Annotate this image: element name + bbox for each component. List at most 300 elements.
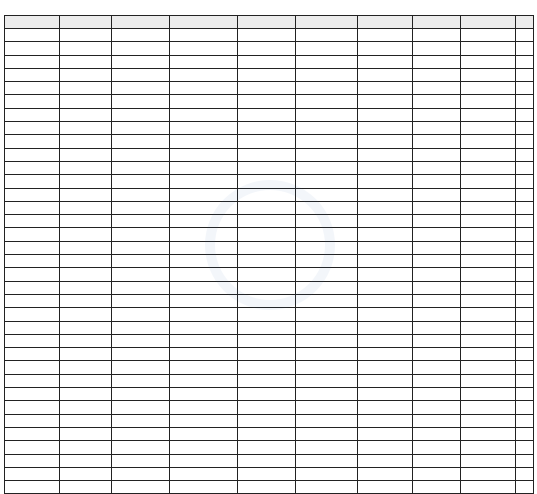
table-cell [461, 108, 516, 121]
table-cell [238, 348, 296, 361]
table-cell [516, 108, 534, 121]
table-cell [358, 68, 413, 81]
table-cell [516, 348, 534, 361]
table-cell [296, 441, 358, 454]
table-cell [60, 334, 112, 347]
table-cell [516, 361, 534, 374]
table-cell [516, 334, 534, 347]
table-cell [413, 161, 461, 174]
table-cell [296, 68, 358, 81]
table-cell [60, 454, 112, 467]
table-cell [112, 215, 170, 228]
table-row [5, 188, 534, 201]
table-cell [461, 348, 516, 361]
table-cell [60, 361, 112, 374]
table-cell [112, 241, 170, 254]
table-cell [461, 467, 516, 480]
table-cell [296, 374, 358, 387]
table-cell [112, 42, 170, 55]
table-cell [170, 68, 238, 81]
table-cell [170, 241, 238, 254]
table-cell [461, 188, 516, 201]
table-row [5, 42, 534, 55]
table-cell [358, 148, 413, 161]
table-cell [358, 481, 413, 494]
table-cell [238, 175, 296, 188]
table-cell [112, 441, 170, 454]
column-header [5, 16, 60, 29]
table-cell [413, 268, 461, 281]
table-cell [461, 388, 516, 401]
table-cell [296, 228, 358, 241]
column-header [413, 16, 461, 29]
table-cell [296, 175, 358, 188]
table-cell [296, 201, 358, 214]
column-header [60, 16, 112, 29]
table-cell [461, 294, 516, 307]
table-cell [296, 55, 358, 68]
table-cell [60, 201, 112, 214]
table-cell [461, 95, 516, 108]
table-cell [238, 122, 296, 135]
table-cell [461, 414, 516, 427]
table-cell [5, 321, 60, 334]
document-title [4, 3, 533, 15]
table-cell [170, 135, 238, 148]
table-cell [60, 348, 112, 361]
column-header [238, 16, 296, 29]
table-cell [516, 427, 534, 440]
table-cell [112, 108, 170, 121]
table-cell [296, 148, 358, 161]
table-cell [5, 281, 60, 294]
table-cell [60, 82, 112, 95]
table-cell [60, 29, 112, 42]
table-cell [60, 108, 112, 121]
table-cell [358, 82, 413, 95]
table-cell [461, 361, 516, 374]
table-row [5, 414, 534, 427]
table-row [5, 427, 534, 440]
table-cell [238, 467, 296, 480]
table-cell [296, 215, 358, 228]
table-cell [5, 29, 60, 42]
table-cell [60, 122, 112, 135]
table-cell [413, 148, 461, 161]
column-header [170, 16, 238, 29]
table-cell [516, 414, 534, 427]
table-cell [60, 55, 112, 68]
table-cell [358, 467, 413, 480]
table-cell [5, 467, 60, 480]
table-cell [60, 188, 112, 201]
table-cell [112, 135, 170, 148]
table-cell [413, 454, 461, 467]
table-cell [461, 215, 516, 228]
table-cell [5, 414, 60, 427]
table-cell [238, 308, 296, 321]
table-row [5, 241, 534, 254]
table-row [5, 108, 534, 121]
table-cell [112, 414, 170, 427]
table-cell [358, 228, 413, 241]
table-cell [5, 215, 60, 228]
table-cell [413, 281, 461, 294]
table-cell [413, 201, 461, 214]
table-cell [170, 161, 238, 174]
table-cell [461, 68, 516, 81]
table-cell [516, 294, 534, 307]
table-cell [358, 334, 413, 347]
table-cell [170, 348, 238, 361]
table-cell [461, 308, 516, 321]
table-row [5, 321, 534, 334]
table-cell [112, 55, 170, 68]
table-cell [60, 481, 112, 494]
table-cell [5, 334, 60, 347]
table-cell [112, 348, 170, 361]
table-cell [358, 427, 413, 440]
table-row [5, 281, 534, 294]
table-cell [413, 361, 461, 374]
table-row [5, 148, 534, 161]
table-cell [296, 321, 358, 334]
table-cell [358, 255, 413, 268]
table-row [5, 29, 534, 42]
table-cell [461, 42, 516, 55]
table-cell [170, 388, 238, 401]
table-cell [60, 281, 112, 294]
table-row [5, 374, 534, 387]
table-cell [170, 228, 238, 241]
table-cell [461, 321, 516, 334]
table-cell [238, 401, 296, 414]
table-row [5, 294, 534, 307]
table-cell [358, 135, 413, 148]
table-row [5, 255, 534, 268]
table-cell [170, 281, 238, 294]
column-header [296, 16, 358, 29]
table-cell [5, 427, 60, 440]
table-cell [238, 68, 296, 81]
table-cell [60, 241, 112, 254]
table-row [5, 161, 534, 174]
table-cell [60, 95, 112, 108]
table-cell [112, 308, 170, 321]
table-cell [112, 467, 170, 480]
table-cell [112, 281, 170, 294]
table-cell [358, 294, 413, 307]
table-cell [170, 108, 238, 121]
table-cell [516, 42, 534, 55]
table-row [5, 201, 534, 214]
table-cell [112, 175, 170, 188]
table-cell [5, 135, 60, 148]
table-cell [358, 454, 413, 467]
table-cell [413, 82, 461, 95]
table-cell [170, 361, 238, 374]
table-cell [413, 241, 461, 254]
table-cell [461, 161, 516, 174]
table-row [5, 215, 534, 228]
table-cell [60, 388, 112, 401]
table-cell [413, 321, 461, 334]
table-cell [516, 241, 534, 254]
table-header-row [5, 16, 534, 29]
table-cell [296, 161, 358, 174]
table-cell [60, 228, 112, 241]
table-cell [112, 68, 170, 81]
table-row [5, 175, 534, 188]
table-cell [413, 42, 461, 55]
table-cell [516, 148, 534, 161]
table-cell [238, 388, 296, 401]
table-cell [461, 401, 516, 414]
table-cell [296, 188, 358, 201]
table-cell [60, 374, 112, 387]
table-cell [358, 241, 413, 254]
table-cell [516, 215, 534, 228]
table-cell [358, 55, 413, 68]
table-cell [358, 188, 413, 201]
table-cell [516, 401, 534, 414]
table-row [5, 441, 534, 454]
table-cell [461, 135, 516, 148]
table-cell [112, 122, 170, 135]
table-cell [112, 95, 170, 108]
table-cell [112, 374, 170, 387]
table-cell [60, 68, 112, 81]
table-cell [413, 228, 461, 241]
table-cell [358, 215, 413, 228]
table-cell [170, 481, 238, 494]
table-cell [413, 294, 461, 307]
table-cell [516, 481, 534, 494]
table-cell [358, 42, 413, 55]
table-cell [170, 268, 238, 281]
table-row [5, 95, 534, 108]
court-notice-table [4, 15, 534, 494]
table-cell [5, 228, 60, 241]
table-cell [170, 414, 238, 427]
table-cell [170, 148, 238, 161]
table-cell [358, 281, 413, 294]
table-cell [296, 348, 358, 361]
table-cell [170, 122, 238, 135]
table-cell [413, 29, 461, 42]
table-cell [461, 374, 516, 387]
table-cell [461, 82, 516, 95]
table-cell [5, 175, 60, 188]
table-cell [238, 188, 296, 201]
table-cell [461, 281, 516, 294]
table-cell [5, 268, 60, 281]
table-cell [5, 201, 60, 214]
table-cell [238, 82, 296, 95]
table-cell [358, 108, 413, 121]
table-row [5, 228, 534, 241]
table-cell [170, 427, 238, 440]
table-cell [5, 374, 60, 387]
table-cell [112, 401, 170, 414]
table-cell [238, 427, 296, 440]
table-row [5, 122, 534, 135]
table-cell [516, 228, 534, 241]
table-cell [60, 401, 112, 414]
table-cell [461, 29, 516, 42]
column-header [112, 16, 170, 29]
table-cell [296, 414, 358, 427]
table-cell [413, 108, 461, 121]
table-cell [170, 82, 238, 95]
table-cell [60, 215, 112, 228]
table-cell [5, 122, 60, 135]
table-cell [238, 441, 296, 454]
table-cell [170, 294, 238, 307]
table-cell [5, 188, 60, 201]
table-cell [112, 321, 170, 334]
table-cell [358, 122, 413, 135]
table-cell [238, 228, 296, 241]
table-cell [170, 467, 238, 480]
table-cell [5, 55, 60, 68]
table-cell [238, 281, 296, 294]
table-cell [296, 29, 358, 42]
table-cell [358, 401, 413, 414]
table-cell [296, 82, 358, 95]
table-cell [413, 374, 461, 387]
table-cell [358, 414, 413, 427]
table-cell [296, 467, 358, 480]
table-cell [170, 188, 238, 201]
table-row [5, 388, 534, 401]
table-cell [516, 374, 534, 387]
table-cell [516, 122, 534, 135]
table-cell [358, 441, 413, 454]
table-cell [170, 334, 238, 347]
table-cell [60, 161, 112, 174]
table-cell [60, 268, 112, 281]
table-cell [516, 175, 534, 188]
table-cell [238, 334, 296, 347]
table-cell [413, 122, 461, 135]
table-cell [413, 188, 461, 201]
table-row [5, 135, 534, 148]
table-cell [112, 388, 170, 401]
table-cell [413, 334, 461, 347]
table-cell [238, 29, 296, 42]
table-cell [112, 161, 170, 174]
table-cell [516, 95, 534, 108]
table-cell [238, 255, 296, 268]
table-cell [296, 255, 358, 268]
table-cell [358, 348, 413, 361]
table-cell [358, 201, 413, 214]
table-cell [461, 55, 516, 68]
table-cell [461, 255, 516, 268]
table-cell [112, 188, 170, 201]
table-cell [238, 414, 296, 427]
table-cell [296, 241, 358, 254]
table-row [5, 334, 534, 347]
table-cell [461, 427, 516, 440]
table-cell [296, 427, 358, 440]
table-cell [5, 388, 60, 401]
table-cell [413, 135, 461, 148]
table-cell [238, 148, 296, 161]
table-row [5, 68, 534, 81]
table-cell [358, 308, 413, 321]
table-cell [238, 374, 296, 387]
table-cell [238, 42, 296, 55]
table-cell [413, 215, 461, 228]
table-cell [461, 268, 516, 281]
table-cell [358, 95, 413, 108]
table-cell [516, 268, 534, 281]
table-cell [60, 175, 112, 188]
table-cell [60, 414, 112, 427]
table-cell [170, 42, 238, 55]
table-cell [516, 388, 534, 401]
table-cell [296, 42, 358, 55]
table-cell [60, 308, 112, 321]
table-cell [238, 201, 296, 214]
table-cell [516, 308, 534, 321]
table-cell [516, 29, 534, 42]
table-cell [5, 82, 60, 95]
table-cell [170, 29, 238, 42]
table-cell [238, 135, 296, 148]
table-cell [296, 308, 358, 321]
table-cell [60, 148, 112, 161]
table-cell [238, 55, 296, 68]
table-cell [516, 454, 534, 467]
table-cell [238, 95, 296, 108]
table-cell [296, 268, 358, 281]
table-cell [461, 334, 516, 347]
table-cell [60, 321, 112, 334]
table-cell [238, 241, 296, 254]
table-cell [516, 161, 534, 174]
table-cell [60, 135, 112, 148]
table-cell [461, 148, 516, 161]
table-cell [112, 82, 170, 95]
table-cell [413, 481, 461, 494]
table-cell [413, 414, 461, 427]
table-cell [170, 321, 238, 334]
table-cell [516, 188, 534, 201]
table-cell [461, 228, 516, 241]
table-cell [358, 361, 413, 374]
table-body [5, 29, 534, 494]
table-cell [296, 334, 358, 347]
table-cell [358, 161, 413, 174]
table-cell [461, 441, 516, 454]
table-cell [112, 268, 170, 281]
table-cell [170, 201, 238, 214]
table-cell [413, 95, 461, 108]
table-cell [358, 374, 413, 387]
table-cell [170, 441, 238, 454]
table-cell [60, 255, 112, 268]
table-cell [516, 82, 534, 95]
table-cell [413, 467, 461, 480]
table-cell [296, 481, 358, 494]
table-cell [238, 108, 296, 121]
table-cell [461, 175, 516, 188]
table-cell [461, 454, 516, 467]
table-cell [5, 241, 60, 254]
